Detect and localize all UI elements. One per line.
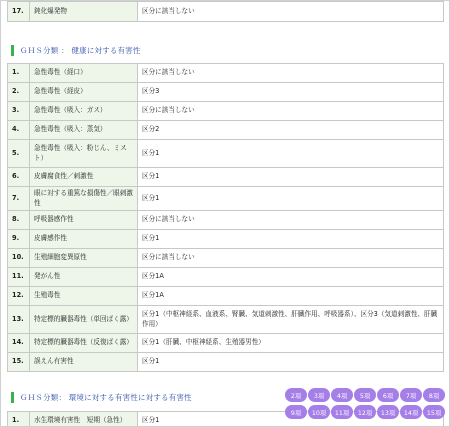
- nav-tag-14[interactable]: 14項: [400, 405, 422, 419]
- hazard-item: 急性毒性（経口）: [30, 64, 138, 83]
- hazard-value: 区分に該当しない: [138, 2, 444, 22]
- hazard-item: 発がん性: [30, 268, 138, 287]
- hazard-value: 区分に該当しない: [138, 211, 444, 230]
- hazard-value: 区分1: [138, 412, 444, 427]
- section-marker: [11, 392, 14, 403]
- hazard-value: 区分に該当しない: [138, 249, 444, 268]
- hazard-item: 皮膚感作性: [30, 230, 138, 249]
- hazard-item: 水生環境有害性 短期（急性）: [30, 412, 138, 427]
- section-title: ＧＨＳ分類 ： 健康に対する有害性: [20, 45, 141, 55]
- table-row: [8, 168, 444, 187]
- table-row: [8, 140, 444, 168]
- nav-tag-5[interactable]: 5項: [354, 388, 376, 402]
- hazard-item: 急性毒性（吸入：蒸気）: [30, 121, 138, 140]
- row-number: 14.: [8, 334, 30, 353]
- nav-tag-4[interactable]: 4項: [331, 388, 353, 402]
- hazard-value: 区分1（中枢神経系、血液系、腎臓、気道刺激性、肝臓作用、呼吸器系）、区分3（気道刺激性、肝臓作用）: [138, 306, 444, 334]
- section-marker: [11, 45, 14, 56]
- hazard-value: 区分に該当しない: [138, 102, 444, 121]
- table-row: [8, 64, 444, 83]
- table-row: [8, 2, 444, 22]
- hazard-value: 区分1: [138, 353, 444, 372]
- row-number: 6.: [8, 168, 30, 187]
- row-number: 1.: [8, 412, 30, 427]
- table-row: [8, 187, 444, 211]
- hazard-value: 区分1: [138, 230, 444, 249]
- section-heading-environment: [11, 391, 192, 403]
- section-title: ＧＨＳ分類： 環境に対する有害性に対する有害性: [20, 392, 192, 402]
- row-number: 1.: [8, 64, 30, 83]
- hazard-item: 特定標的臓器毒性（反復ばく露）: [30, 334, 138, 353]
- hazard-item: 皮膚腐食性／刺激性: [30, 168, 138, 187]
- table-row: [8, 306, 444, 334]
- nav-tag-2[interactable]: 2項: [285, 388, 307, 402]
- nav-tag-10[interactable]: 10項: [308, 405, 330, 419]
- hazard-item: 誤えん有害性: [30, 353, 138, 372]
- nav-tag-15[interactable]: 15項: [423, 405, 445, 419]
- health-hazard-table: [7, 63, 444, 372]
- physical-hazard-table: [7, 0, 444, 22]
- hazard-item: 鈍化爆発物: [30, 2, 138, 22]
- section-heading-health: [11, 44, 141, 56]
- hazard-item: 生殖細胞変異原性: [30, 249, 138, 268]
- row-number: 7.: [8, 187, 30, 211]
- hazard-item: 眼に対する重篤な損傷性／眼刺激性: [30, 187, 138, 211]
- hazard-value: 区分1（肝臓、中枢神経系、生殖器男性）: [138, 334, 444, 353]
- row-number: 17.: [8, 2, 30, 22]
- row-number: 9.: [8, 230, 30, 249]
- nav-tag-6[interactable]: 6項: [377, 388, 399, 402]
- table-row: [8, 83, 444, 102]
- hazard-item: 急性毒性（吸入：粉じん、ミスト）: [30, 140, 138, 168]
- row-number: 11.: [8, 268, 30, 287]
- table-row: [8, 353, 444, 372]
- row-number: 12.: [8, 287, 30, 306]
- nav-tag-13[interactable]: 13項: [377, 405, 399, 419]
- hazard-item: 生殖毒性: [30, 287, 138, 306]
- table-row: [8, 102, 444, 121]
- row-number: 4.: [8, 121, 30, 140]
- table-row: [8, 249, 444, 268]
- row-number: 10.: [8, 249, 30, 268]
- hazard-item: 呼吸器感作性: [30, 211, 138, 230]
- table-row: [8, 268, 444, 287]
- hazard-value: 区分1: [138, 140, 444, 168]
- table-row: [8, 211, 444, 230]
- row-number: 5.: [8, 140, 30, 168]
- row-number: 15.: [8, 353, 30, 372]
- row-number: 8.: [8, 211, 30, 230]
- hazard-item: 特定標的臓器毒性（単回ばく露）: [30, 306, 138, 334]
- hazard-value: 区分3: [138, 83, 444, 102]
- row-number: 3.: [8, 102, 30, 121]
- section-nav: [285, 388, 449, 424]
- nav-tag-8[interactable]: 8項: [423, 388, 445, 402]
- nav-tag-7[interactable]: 7項: [400, 388, 422, 402]
- hazard-value: 区分に該当しない: [138, 64, 444, 83]
- nav-tag-12[interactable]: 12項: [354, 405, 376, 419]
- row-number: 13.: [8, 306, 30, 334]
- nav-tag-11[interactable]: 11項: [331, 405, 353, 419]
- table-row: [8, 334, 444, 353]
- table-row: [8, 230, 444, 249]
- hazard-value: 区分1A: [138, 268, 444, 287]
- row-number: 2.: [8, 83, 30, 102]
- table-row: [8, 287, 444, 306]
- nav-tag-3[interactable]: 3項: [308, 388, 330, 402]
- table-row: [8, 121, 444, 140]
- nav-tag-9[interactable]: 9項: [285, 405, 307, 419]
- hazard-item: 急性毒性（経皮）: [30, 83, 138, 102]
- hazard-value: 区分1A: [138, 287, 444, 306]
- hazard-item: 急性毒性（吸入：ガス）: [30, 102, 138, 121]
- hazard-value: 区分2: [138, 121, 444, 140]
- hazard-value: 区分1: [138, 168, 444, 187]
- hazard-value: 区分1: [138, 187, 444, 211]
